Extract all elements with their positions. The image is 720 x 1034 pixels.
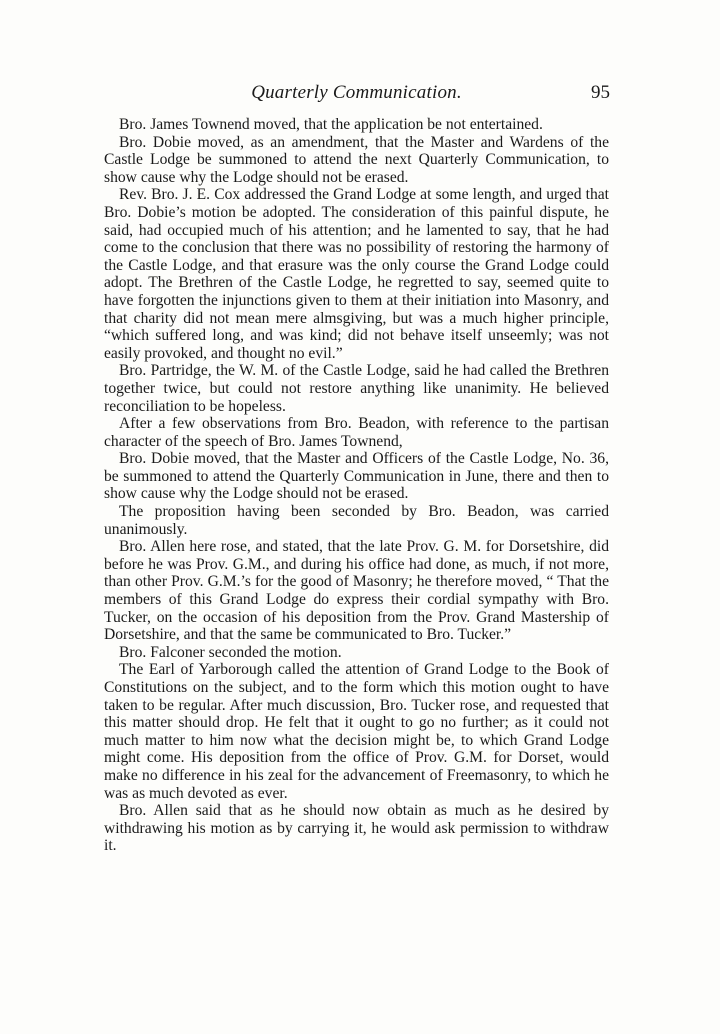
paragraph: The proposition having been seconded by Bro. Beadon, was carried unanimously. [104, 503, 609, 538]
running-title: Quarterly Communication. [251, 82, 462, 103]
paragraph: Bro. Falconer seconded the motion. [119, 643, 342, 661]
paragraph: Bro. James Townend moved, that the application be not entertained. [119, 116, 543, 133]
paragraph: Bro. Dobie moved, as an amendment, that the Master and Wardens of the Castle Lodge be summoned to attend the next Quarterly Communication, to show cause why the Lodge should not be erased. [104, 133, 609, 186]
paragraph: Bro. Dobie moved, that the Master and Officers of the Castle Lodge, No. 36, be summoned to attend the Quarterly Communication in June, there and then to show cause why the Lodge should not be erased. [104, 450, 609, 503]
running-head [103, 82, 610, 106]
paragraph: Rev. Bro. J. E. Cox addressed the Grand Lodge at some length, and urged that Bro. Dobie’s motion be adopted. The consideration of this painful dispute, he said, had occupied much of his attention; and he lamented to say, that he had come to the conclusion that there was no possibility of restoring the harmony of the Castle Lodge, and that erasure was the only course the Grand Lodge could adopt. The Brethren of the Castle Lodge, he regretted to say, seemed quite to have forgotten the injunctions given to them at their initiation into Masonry, and that charity did not mean mere almsgiving, but was a much higher principle, “which suffered long, and was kind; did not behave itself unseemly; was not easily provoked, and thought no evil.” [104, 186, 609, 362]
paragraph: Bro. Allen said that as he should now obtain as much as he desired by withdrawing his motion as by carrying it, he would ask permission to withdraw it. [104, 802, 609, 855]
paragraph: Bro. Partridge, the W. M. of the Castle Lodge, said he had called the Brethren together twice, but could not restore anything like unanimity. He believed reconciliation to be hopeless. [104, 362, 609, 415]
paragraph: The Earl of Yarborough called the attention of Grand Lodge to the Book of Constitutions on the subject, and to the form which this motion ought to have taken to be regular. After much discussion, Bro. Tucker rose, and requested that this matter should drop. He felt that it ought to go no further; as it could not much matter to him now what the decision might be, to which Grand Lodge might come. His deposition from the office of Prov. G.M. for Dorset, would make no difference in his zeal for the advancement of Freemasonry, to which he was as much devoted as ever. [104, 661, 609, 802]
page-number: 95 [591, 82, 610, 103]
paragraph: After a few observations from Bro. Beadon, with reference to the partisan character of the speech of Bro. James Townend, [104, 415, 609, 450]
body-text [104, 116, 609, 855]
paragraph: Bro. Allen here rose, and stated, that the late Prov. G. M. for Dorsetshire, did before he was Prov. G.M., and during his office had done, as much, if not more, than other Prov. G.M.’s for the good of Masonry; he therefore moved, “ That the members of this Grand Lodge do express their cordial sympathy with Bro. Tucker, on the occasion of his deposition from the Prov. Grand Mastership of Dorsetshire, and that the same be communicated to Bro. Tucker.” [104, 538, 609, 644]
